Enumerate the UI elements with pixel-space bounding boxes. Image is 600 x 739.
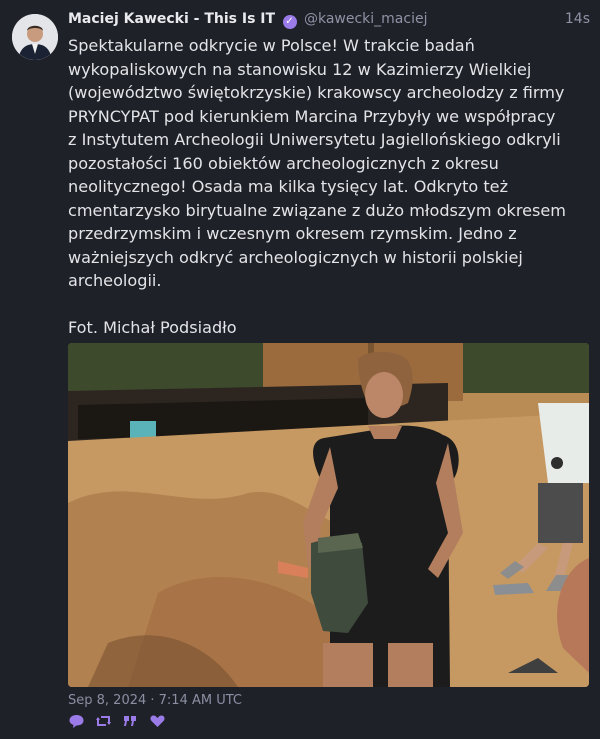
body-line: z Instytutem Archeologii Uniwersytetu Jagiellońskiego odkryli	[68, 130, 561, 149]
photo-credit: Fot. Michał Podsiadło	[68, 318, 237, 337]
body-line: ważniejszych odkryć archeologicznych w historii polskiej	[68, 247, 523, 267]
post-photo[interactable]	[68, 343, 589, 687]
body-line: archeologii.	[68, 271, 162, 290]
body-line: wykopaliskowych na stanowisku 12 w Kazimierzy Wielkiej	[68, 59, 532, 79]
post-body	[68, 34, 588, 340]
repost-icon[interactable]	[95, 713, 112, 729]
body-line: pozostałości 160 obiektów archeologicznych z okresu	[68, 153, 499, 173]
post-timestamp[interactable]: 14s	[564, 11, 590, 27]
quote-icon[interactable]	[122, 713, 139, 729]
avatar[interactable]	[12, 14, 58, 60]
body-line: neolitycznego! Osada ma kilka tysięcy lat. Odkryto też	[68, 177, 509, 196]
author-name[interactable]: Maciej Kawecki - This Is IT	[68, 11, 276, 27]
reply-icon[interactable]	[68, 713, 85, 729]
body-line: Spektakularne odkrycie w Polsce! W trakcie badań	[68, 36, 475, 55]
author-handle[interactable]: @kawecki_maciej	[303, 11, 428, 27]
verified-badge-icon: ✓	[283, 15, 297, 29]
post-header	[68, 11, 590, 31]
body-line: cmentarzysko birytualne związane z dużo młodszym okresem	[68, 200, 566, 220]
body-line: (województwo świętokrzyskie) krakowscy archeolodzy z firmy	[68, 83, 565, 102]
like-icon[interactable]	[149, 713, 166, 729]
post-date[interactable]: Sep 8, 2024 · 7:14 AM UTC	[68, 693, 242, 708]
action-bar	[68, 713, 166, 731]
body-line: PRYNCYPAT pod kierunkiem Marcina Przybyły we współpracy	[68, 106, 556, 126]
body-line: przedrzymskim i wczesnym okresem rzymskim. Jedno z	[68, 224, 517, 243]
